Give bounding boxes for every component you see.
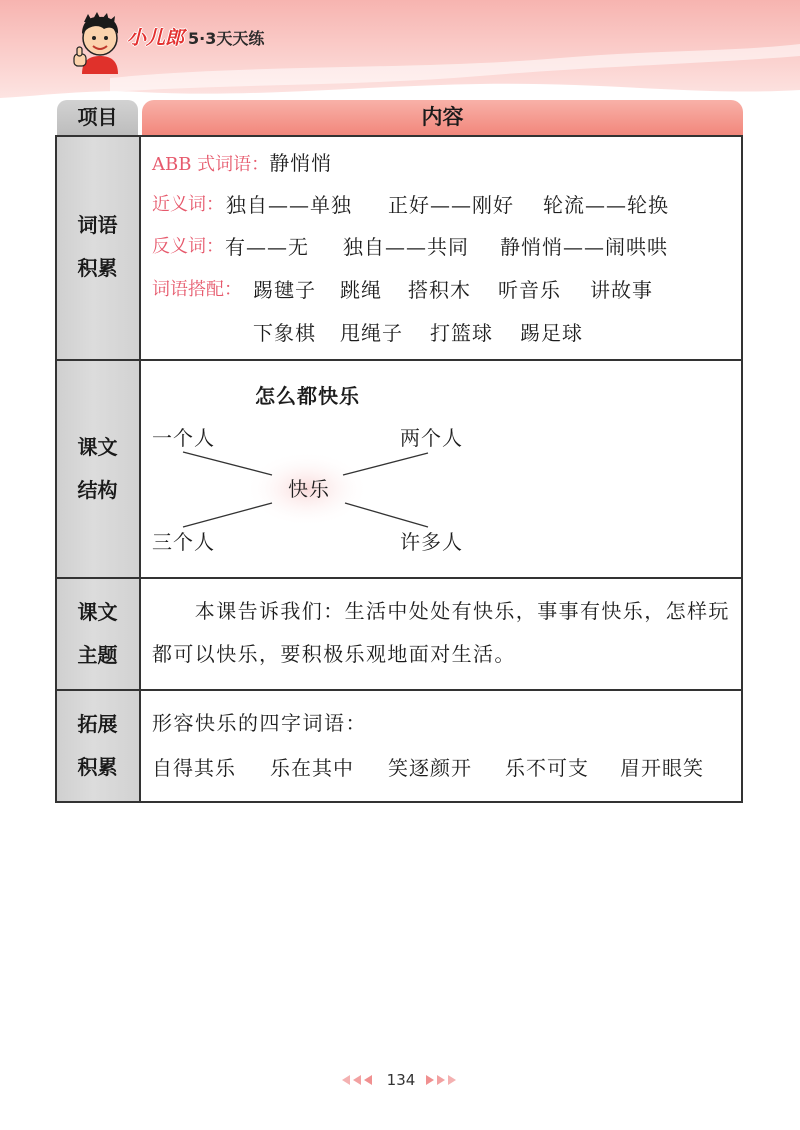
collocation-item: 听音乐 (498, 278, 561, 302)
synonym-pair: 独自——单独 (226, 193, 352, 217)
row-divider (55, 689, 743, 691)
row-label-line: 词语 (77, 213, 118, 237)
idiom-item: 笑逐颜开 (388, 756, 472, 780)
right-arrows-icon (426, 1075, 460, 1085)
collocation-item: 踢足球 (520, 321, 583, 345)
column-header-content: 内容 (142, 100, 743, 135)
collocation-item: 下象棋 (253, 321, 316, 345)
synonym-pair: 轮流——轮换 (543, 193, 669, 217)
row-label-vocabulary (55, 204, 140, 290)
row-label-line: 拓展 (77, 712, 118, 736)
row-label-line: 积累 (77, 755, 118, 779)
structure-title: 怎么都快乐 (255, 384, 360, 408)
abb-line (152, 150, 332, 176)
row-label-structure (55, 426, 140, 512)
collocations-label: 词语搭配： (152, 279, 242, 300)
extension-intro: 形容快乐的四字词语： (152, 711, 367, 735)
collocation-item: 甩绳子 (340, 321, 403, 345)
idiom-item: 眉开眼笑 (620, 756, 704, 780)
antonym-pair: 静悄悄——闹哄哄 (500, 235, 668, 259)
left-arrows-icon (342, 1075, 376, 1085)
antonym-pair: 独自——共同 (343, 235, 469, 259)
node-center: 快乐 (288, 477, 330, 501)
collocation-item: 打篮球 (430, 321, 493, 345)
node-bottom-left: 三个人 (152, 530, 215, 554)
row-label-theme (55, 591, 140, 677)
node-bottom-right: 许多人 (400, 530, 463, 554)
row-label-line: 积累 (77, 256, 118, 280)
collocation-item: 搭积木 (408, 278, 471, 302)
abb-value: 静悄悄 (269, 151, 333, 175)
theme-paragraph: 本课告诉我们：生活中处处有快乐，事事有快乐，怎样玩都可以快乐，要积极乐观地面对生活。 (152, 599, 730, 666)
antonyms-label: 反义词： (152, 236, 224, 257)
page-number: 134 (386, 1071, 416, 1089)
synonyms-label: 近义词： (152, 194, 224, 215)
collocation-item: 跳绳 (340, 278, 382, 302)
row-label-line: 课文 (77, 600, 118, 624)
row-label-extension (55, 703, 140, 789)
column-header-item: 项目 (57, 100, 138, 135)
node-top-left: 一个人 (152, 426, 215, 450)
row-label-line: 结构 (77, 478, 118, 502)
row-label-line: 课文 (77, 435, 118, 459)
idiom-item: 乐在其中 (270, 756, 354, 780)
boy-mascot-icon (70, 10, 130, 74)
idiom-item: 乐不可支 (505, 756, 589, 780)
idiom-item: 自得其乐 (152, 756, 236, 780)
collocation-item: 踢毽子 (253, 278, 316, 302)
antonym-pair: 有——无 (225, 235, 309, 259)
series-title: 5·3天天练 (188, 29, 265, 48)
collocation-item: 讲故事 (590, 278, 653, 302)
brand-logo-text: 小儿郎 (127, 27, 185, 49)
row-divider (55, 359, 743, 361)
row-divider (55, 577, 743, 579)
node-top-right: 两个人 (400, 426, 463, 450)
synonym-pair: 正好——刚好 (388, 193, 514, 217)
row-label-line: 主题 (77, 643, 118, 667)
abb-label: ABB 式词语： (152, 154, 270, 175)
